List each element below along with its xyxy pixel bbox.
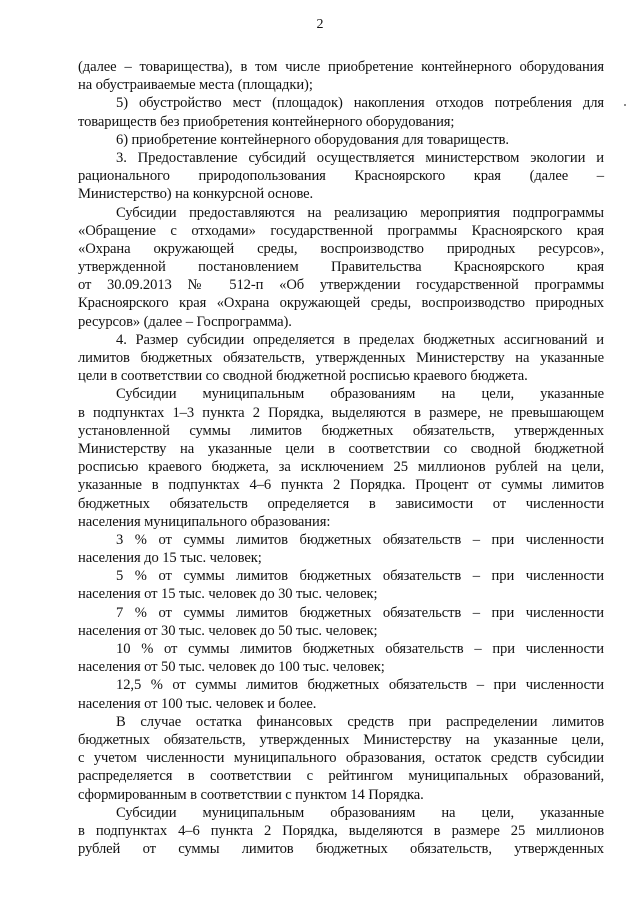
text-line: цели в соответствии со сводной бюджетной росписью краевого бюджета. (78, 368, 528, 385)
text-line: бюджетных обязательств, утвержденных Министерству на указанные цели, (78, 731, 604, 748)
text-line: «Обращение с отходами» государственной программы Красноярского края (78, 222, 604, 239)
text-line: «Охрана окружающей среды, воспроизводство природных ресурсов», (78, 240, 604, 257)
text-line: 3 % от суммы лимитов бюджетных обязательств – при численности (116, 531, 604, 548)
text-line: 3. Предоставление субсидий осуществляется министерством экологии и (116, 149, 604, 166)
text-line: указанные в подпунктах 4–6 пункта 2 Порядка. Процент от суммы лимитов (78, 477, 604, 494)
text-line: бюджетных обязательств определяется в зависимости от численности (78, 495, 604, 512)
text-line: населения от 100 тыс. человек и более. (78, 695, 317, 712)
text-line: населения муниципального образования: (78, 513, 331, 530)
text-line: Красноярского края «Охрана окружающей среды, воспроизводство природных (78, 295, 604, 312)
text-line: 12,5 % от суммы лимитов бюджетных обязательств – при численности (116, 677, 604, 694)
text-line: 7 % от суммы лимитов бюджетных обязательств – при численности (116, 604, 604, 621)
text-line: сформированным в соответствии с пунктом 14 Порядка. (78, 786, 424, 803)
text-line: Министерству на указанные цели в соответствии со сводной бюджетной (78, 440, 604, 457)
text-line: 10 % от суммы лимитов бюджетных обязательств – при численности (116, 641, 604, 657)
text-line: ресурсов» (далее – Госпрограмма). (78, 313, 292, 330)
text-line: населения от 15 тыс. человек до 30 тыс. человек; (78, 586, 378, 603)
text-line: с учетом численности муниципального образования, остаток средств субсидии (78, 750, 604, 767)
text-line: (далее – товарищества), в том числе приобретение контейнерного оборудования (78, 59, 604, 75)
text-line: установленной суммы лимитов бюджетных обязательств, утвержденных (78, 422, 604, 439)
text-line: рублей от суммы лимитов бюджетных обязательств, утвержденных (78, 841, 604, 858)
text-line: от 30.09.2013 № 512-п «Об утверждении государственной программы (78, 277, 604, 294)
text-line: 6) приобретение контейнерного оборудования для товариществ. (116, 131, 509, 148)
text-line: рационального природопользования Красноярского края (далее – (78, 168, 604, 185)
text-line: населения до 15 тыс. человек; (78, 550, 262, 567)
text-line: В случае остатка финансовых средств при распределении лимитов (116, 713, 604, 730)
text-line: в подпунктах 4–6 пункта 2 Порядка, выделяются в размере 25 миллионов (78, 822, 604, 839)
scan-artifact (624, 104, 626, 106)
text-line: утвержденной постановлением Правительства Красноярского края (78, 259, 604, 276)
text-line: населения от 50 тыс. человек до 100 тыс. человек; (78, 659, 385, 676)
text-line: лимитов бюджетных обязательств, утвержденных Министерству на указанные (78, 350, 604, 366)
text-line: росписью краевого бюджета, за исключением 25 миллионов рублей на цели, (78, 459, 604, 476)
text-line: на обустраиваемые места (площадки); (78, 77, 313, 94)
page-number: 2 (316, 17, 324, 32)
text-line: Субсидии муниципальным образованиям на цели, указанные (116, 804, 604, 821)
text-line: товариществ без приобретения контейнерного оборудования; (78, 113, 455, 130)
text-line: Министерство) на конкурсной основе. (78, 186, 314, 203)
text-line: в подпунктах 1–3 пункта 2 Порядка, выделяются в размере, не превышающем (78, 404, 604, 421)
text-line: Субсидии предоставляются на реализацию мероприятия подпрограммы (116, 204, 604, 221)
document-body (78, 58, 604, 858)
text-line: распределяется в соответствии с рейтингом муниципальных образований, (78, 768, 604, 785)
text-line: 5 % от суммы лимитов бюджетных обязательств – при численности (116, 568, 604, 585)
text-line: 5) обустройство мест (площадок) накопления отходов потребления для (116, 95, 604, 112)
text-line: населения от 30 тыс. человек до 50 тыс. человек; (78, 622, 378, 639)
text-line: Субсидии муниципальным образованиям на цели, указанные (116, 386, 604, 403)
text-line: 4. Размер субсидии определяется в пределах бюджетных ассигнований и (116, 331, 604, 348)
